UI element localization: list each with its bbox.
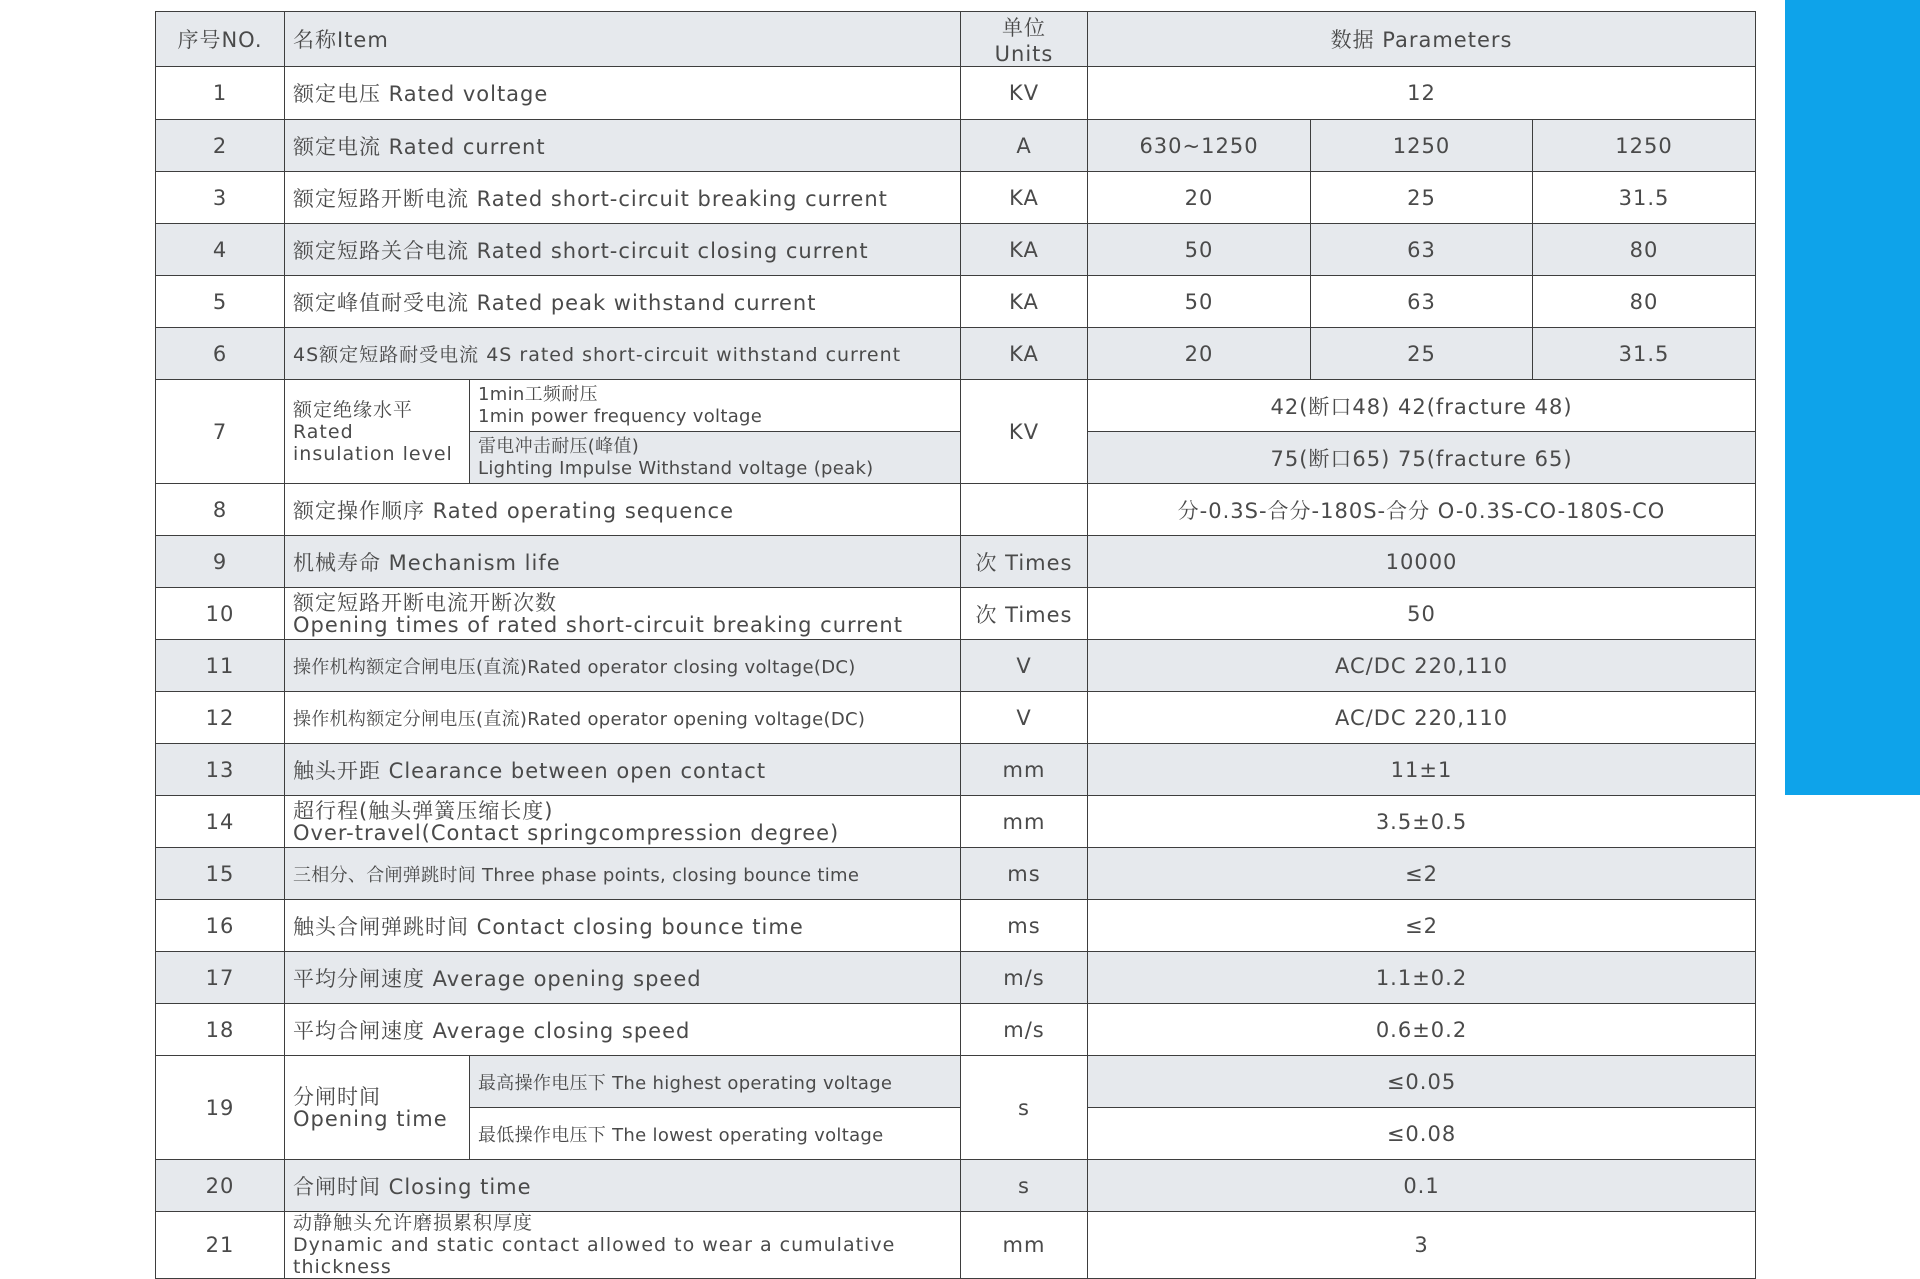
row-item-en: Opening time <box>293 1106 448 1131</box>
row-unit: ms <box>961 848 1088 900</box>
table-row <box>156 588 1756 640</box>
row-value: AC/DC 220,110 <box>1088 692 1756 744</box>
row-no: 21 <box>156 1212 285 1279</box>
row-no: 13 <box>156 744 285 796</box>
parameters-table <box>155 11 1756 1279</box>
row-value: 25 <box>1311 172 1533 224</box>
row-value: 1250 <box>1533 120 1756 172</box>
row-value: 0.6±0.2 <box>1088 1004 1756 1056</box>
row-item <box>285 1212 961 1279</box>
row-item: 额定电压 Rated voltage <box>285 67 961 120</box>
table-row <box>156 120 1756 172</box>
row-unit: KA <box>961 224 1088 276</box>
row-value: 25 <box>1311 328 1533 380</box>
row-value: 80 <box>1533 276 1756 328</box>
row-item-en: Opening times of rated short-circuit breaking current <box>293 612 903 637</box>
row-unit: A <box>961 120 1088 172</box>
row-item-en: Rated <box>293 420 354 443</box>
row-item: 4S额定短路耐受电流 4S rated short-circuit withstand current <box>285 328 961 380</box>
row-no: 3 <box>156 172 285 224</box>
row-value: 20 <box>1088 328 1311 380</box>
row-no: 4 <box>156 224 285 276</box>
row-value: 50 <box>1088 224 1311 276</box>
row-item: 操作机构额定合闸电压(直流)Rated operator closing voltage(DC) <box>285 640 961 692</box>
table-row <box>156 744 1756 796</box>
table-row <box>156 1160 1756 1212</box>
row-no: 6 <box>156 328 285 380</box>
table-row <box>156 1004 1756 1056</box>
row-value: 75(断口65) 75(fracture 65) <box>1088 432 1756 484</box>
row-unit: KV <box>961 67 1088 120</box>
table-row <box>156 1212 1756 1279</box>
row-value: ≤2 <box>1088 900 1756 952</box>
row-item: 额定电流 Rated current <box>285 120 961 172</box>
row-value: 3 <box>1088 1212 1756 1279</box>
row-subitem: 最高操作电压下 The highest operating voltage <box>470 1056 961 1108</box>
row-item-cn: 额定短路开断电流开断次数 <box>293 590 557 615</box>
table-row <box>156 276 1756 328</box>
row-item-group <box>285 1056 470 1160</box>
row-value: 63 <box>1311 276 1533 328</box>
row-subitem-en: 1min power frequency voltage <box>478 405 763 427</box>
row-item: 操作机构额定分闸电压(直流)Rated operator opening voltage(DC) <box>285 692 961 744</box>
row-value: 10000 <box>1088 536 1756 588</box>
header-parameters: 数据 Parameters <box>1088 12 1756 67</box>
row-unit: s <box>961 1160 1088 1212</box>
row-no: 16 <box>156 900 285 952</box>
row-item: 三相分、合闸弹跳时间 Three phase points, closing bounce time <box>285 848 961 900</box>
row-value: 11±1 <box>1088 744 1756 796</box>
row-unit: mm <box>961 796 1088 848</box>
row-unit: mm <box>961 744 1088 796</box>
row-unit: mm <box>961 1212 1088 1279</box>
table-row <box>156 224 1756 276</box>
row-item-en: Dynamic and static contact allowed to wear a cumulative thickness <box>293 1234 896 1278</box>
row-item: 合闸时间 Closing time <box>285 1160 961 1212</box>
table-row <box>156 484 1756 536</box>
row-no: 1 <box>156 67 285 120</box>
row-subitem-cn: 1min工频耐压 <box>478 383 598 405</box>
row-item: 额定短路关合电流 Rated short-circuit closing current <box>285 224 961 276</box>
row-item-cn: 动静触头允许磨损累积厚度 <box>293 1212 534 1234</box>
table-row <box>156 640 1756 692</box>
table-row <box>156 328 1756 380</box>
row-value: 1250 <box>1311 120 1533 172</box>
row-value: 12 <box>1088 67 1756 120</box>
row-value: 20 <box>1088 172 1311 224</box>
row-no: 8 <box>156 484 285 536</box>
table-row <box>156 1056 1756 1108</box>
row-value: 1.1±0.2 <box>1088 952 1756 1004</box>
table-row <box>156 536 1756 588</box>
row-no: 7 <box>156 380 285 484</box>
row-item: 机械寿命 Mechanism life <box>285 536 961 588</box>
row-no: 2 <box>156 120 285 172</box>
row-value: 31.5 <box>1533 172 1756 224</box>
row-value: 50 <box>1088 588 1756 640</box>
header-item: 名称Item <box>285 12 961 67</box>
row-unit: 次 Times <box>961 536 1088 588</box>
row-value: ≤0.05 <box>1088 1056 1756 1108</box>
table-row <box>156 900 1756 952</box>
row-unit: ms <box>961 900 1088 952</box>
row-unit: V <box>961 692 1088 744</box>
row-item: 平均分闸速度 Average opening speed <box>285 952 961 1004</box>
row-value: ≤0.08 <box>1088 1108 1756 1160</box>
row-item: 触头合闸弹跳时间 Contact closing bounce time <box>285 900 961 952</box>
table-row <box>156 692 1756 744</box>
row-value: 630~1250 <box>1088 120 1311 172</box>
row-value: 80 <box>1533 224 1756 276</box>
row-value: AC/DC 220,110 <box>1088 640 1756 692</box>
row-unit: KV <box>961 380 1088 484</box>
row-unit: KA <box>961 276 1088 328</box>
row-item-cn: 额定绝缘水平 <box>293 398 414 421</box>
table-row <box>156 952 1756 1004</box>
row-no: 20 <box>156 1160 285 1212</box>
row-item: 额定短路开断电流 Rated short-circuit breaking current <box>285 172 961 224</box>
row-item: 额定峰值耐受电流 Rated peak withstand current <box>285 276 961 328</box>
row-value: 0.1 <box>1088 1160 1756 1212</box>
row-no: 15 <box>156 848 285 900</box>
row-item: 平均合闸速度 Average closing speed <box>285 1004 961 1056</box>
row-no: 10 <box>156 588 285 640</box>
row-no: 5 <box>156 276 285 328</box>
row-no: 19 <box>156 1056 285 1160</box>
row-value: 50 <box>1088 276 1311 328</box>
row-no: 12 <box>156 692 285 744</box>
table-row <box>156 848 1756 900</box>
row-subitem-cn: 雷电冲击耐压(峰值) <box>478 435 640 457</box>
header-units: 单位 Units <box>961 12 1088 67</box>
header-no: 序号NO. <box>156 12 285 67</box>
row-no: 9 <box>156 536 285 588</box>
row-value: 3.5±0.5 <box>1088 796 1756 848</box>
row-unit: KA <box>961 328 1088 380</box>
table-row <box>156 380 1756 432</box>
row-item <box>285 796 961 848</box>
row-subitem-en: Lighting Impulse Withstand voltage (peak) <box>478 457 874 479</box>
row-item <box>285 588 961 640</box>
row-item-cn: 分闸时间 <box>293 1084 381 1109</box>
row-value: 63 <box>1311 224 1533 276</box>
table-row <box>156 172 1756 224</box>
row-unit: KA <box>961 172 1088 224</box>
table-row <box>156 67 1756 120</box>
table-header-row <box>156 12 1756 67</box>
row-item-en: insulation level <box>293 442 453 465</box>
row-unit: m/s <box>961 952 1088 1004</box>
row-subitem <box>470 432 961 484</box>
row-unit: 次 Times <box>961 588 1088 640</box>
decorative-blue-band <box>1785 0 1920 795</box>
row-subitem <box>470 380 961 432</box>
row-unit: m/s <box>961 1004 1088 1056</box>
row-item-en: Over-travel(Contact springcompression degree) <box>293 820 840 845</box>
table-row <box>156 796 1756 848</box>
row-item: 额定操作顺序 Rated operating sequence <box>285 484 961 536</box>
row-no: 17 <box>156 952 285 1004</box>
row-unit <box>961 484 1088 536</box>
row-item-group <box>285 380 470 484</box>
row-unit: s <box>961 1056 1088 1160</box>
row-item-cn: 超行程(触头弹簧压缩长度) <box>293 798 554 823</box>
row-subitem: 最低操作电压下 The lowest operating voltage <box>470 1108 961 1160</box>
row-no: 18 <box>156 1004 285 1056</box>
row-no: 14 <box>156 796 285 848</box>
row-value: ≤2 <box>1088 848 1756 900</box>
row-unit: V <box>961 640 1088 692</box>
row-item: 触头开距 Clearance between open contact <box>285 744 961 796</box>
row-value: 42(断口48) 42(fracture 48) <box>1088 380 1756 432</box>
row-value: 31.5 <box>1533 328 1756 380</box>
row-value: 分-0.3S-合分-180S-合分 O-0.3S-CO-180S-CO <box>1088 484 1756 536</box>
row-no: 11 <box>156 640 285 692</box>
